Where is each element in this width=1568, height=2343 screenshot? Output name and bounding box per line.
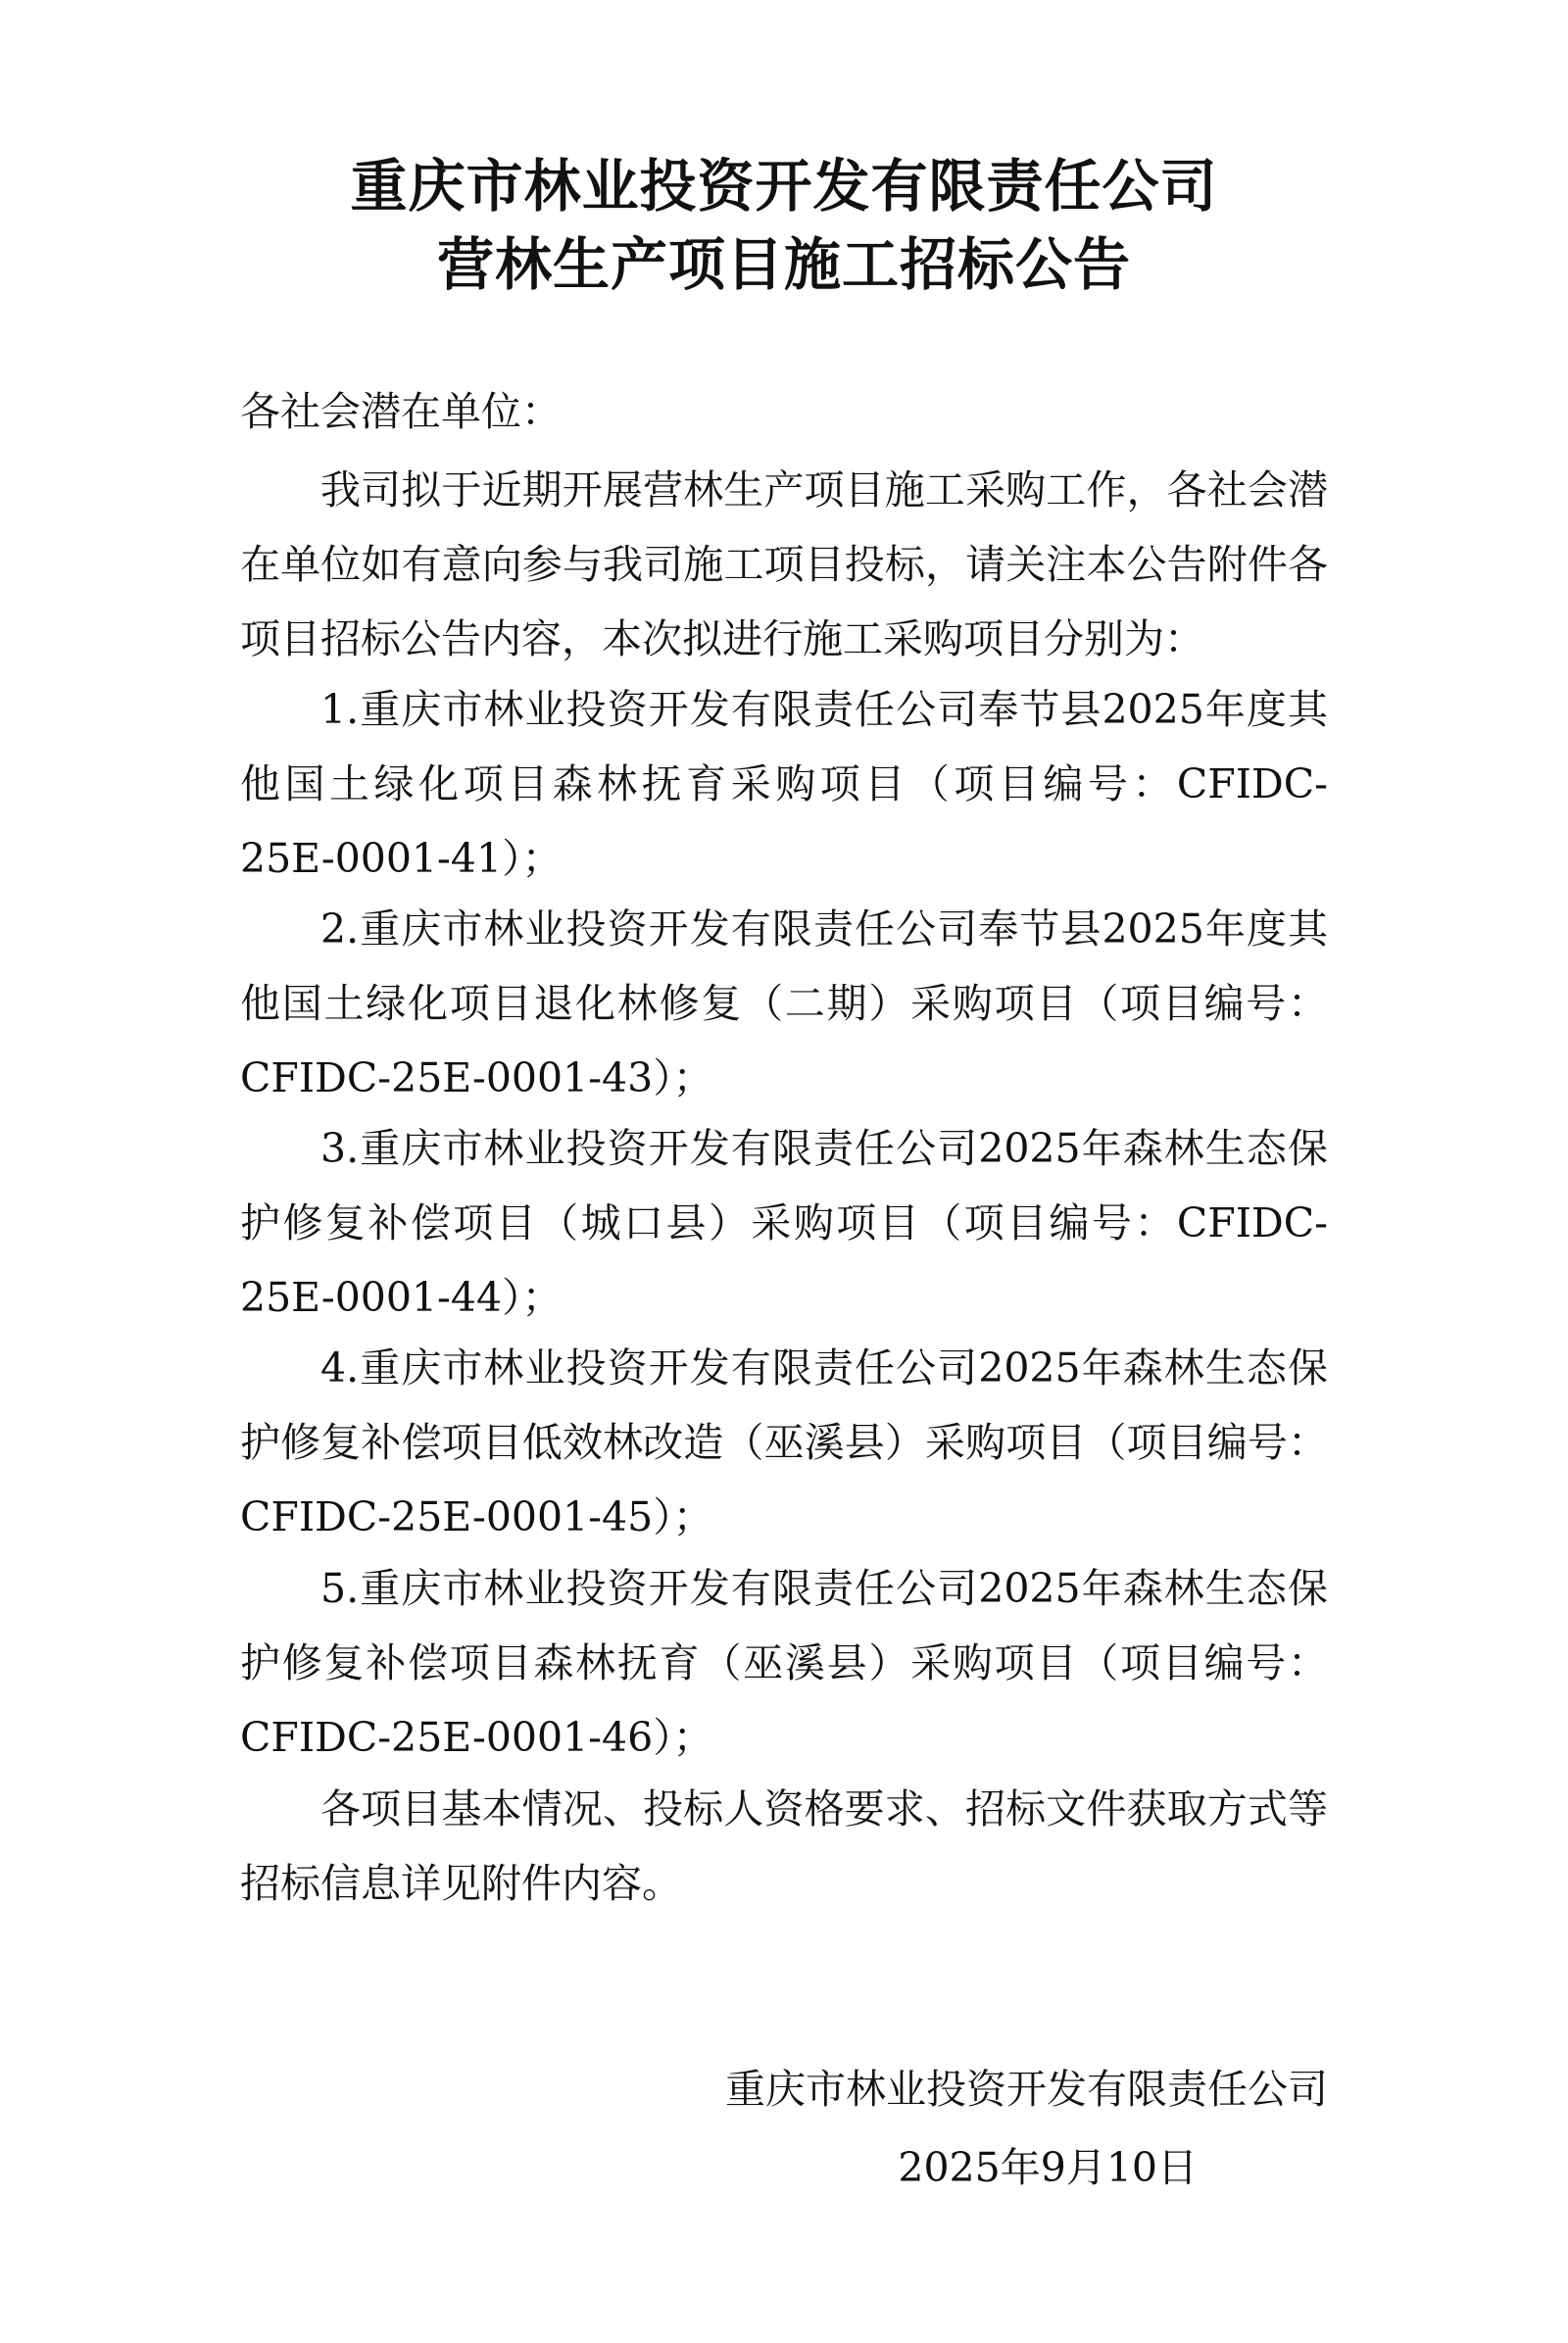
project-item-5: 5.重庆市林业投资开发有限责任公司2025年森林生态保护修复补偿项目森林抚育（巫溪县）采购项目（项目编号：CFIDC-25E-0001-46）； <box>240 1565 1328 1761</box>
signature-date: 2025年9月10日 <box>898 2144 1198 2191</box>
project-item-2: 2.重庆市林业投资开发有限责任公司奉节县2025年度其他国土绿化项目退化林修复（二期）采购项目（项目编号：CFIDC-25E-0001-43）； <box>240 905 1328 1101</box>
project-item-1: 1.重庆市林业投资开发有限责任公司奉节县2025年度其他国土绿化项目森林抚育采购项目（项目编号：CFIDC-25E-0001-41）； <box>240 686 1328 882</box>
document-title-line2: 营林生产项目施工招标公告 <box>436 231 1131 298</box>
greeting: 各社会潜在单位： <box>240 388 562 435</box>
project-item-3: 3.重庆市林业投资开发有限责任公司2025年森林生态保护修复补偿项目（城口县）采购项目（项目编号：CFIDC-25E-0001-44）； <box>240 1125 1328 1321</box>
signature-organization: 重庆市林业投资开发有限责任公司 <box>725 2066 1328 2113</box>
project-item-4: 4.重庆市林业投资开发有限责任公司2025年森林生态保护修复补偿项目低效林改造（巫溪县）采购项目（项目编号：CFIDC-25E-0001-45）； <box>240 1344 1328 1540</box>
document-title-line1: 重庆市林业投资开发有限责任公司 <box>350 153 1218 220</box>
closing-paragraph: 各项目基本情况、投标人资格要求、招标文件获取方式等招标信息详见附件内容。 <box>240 1785 1328 1907</box>
intro-paragraph: 我司拟于近期开展营林生产项目施工采购工作，各社会潜在单位如有意向参与我司施工项目投标，请关注本公告附件各项目招标公告内容，本次拟进行施工采购项目分别为： <box>240 466 1328 662</box>
